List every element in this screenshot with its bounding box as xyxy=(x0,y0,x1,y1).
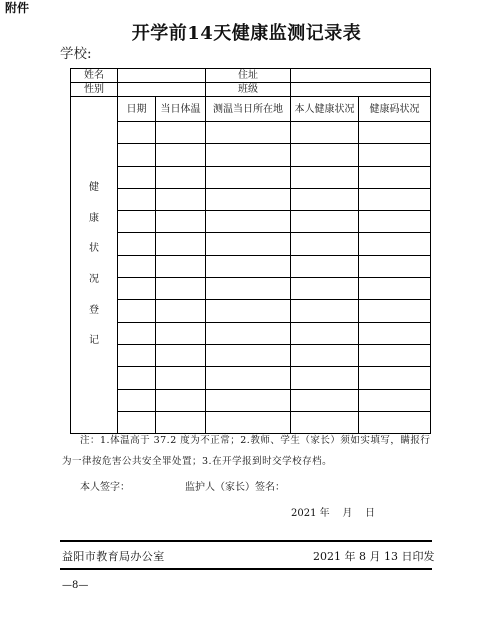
table-cell xyxy=(118,188,156,210)
table-cell xyxy=(206,166,291,188)
table-cell xyxy=(118,255,156,277)
table-cell xyxy=(359,367,431,389)
table-row xyxy=(71,322,431,344)
table-row xyxy=(71,300,431,322)
table-cell xyxy=(206,344,291,366)
issue-date: 2021 年 8 月 13 日印发 xyxy=(313,550,435,563)
column-header-temperature: 当日体温 xyxy=(156,97,206,122)
info-row-name-address xyxy=(71,69,431,83)
table-cell xyxy=(291,144,359,166)
info-row-gender-class xyxy=(71,83,431,97)
table-cell xyxy=(156,278,206,300)
table-cell xyxy=(359,322,431,344)
page-number: —8— xyxy=(62,580,89,591)
table-cell xyxy=(206,233,291,255)
table-cell xyxy=(359,278,431,300)
table-cell xyxy=(156,389,206,411)
table-cell xyxy=(156,188,206,210)
table-row xyxy=(71,367,431,389)
table-cell xyxy=(156,300,206,322)
note-line-2: 为一律按危害公共安全罪处置；3.在开学报到时交学校存档。 xyxy=(62,456,333,467)
table-cell xyxy=(206,278,291,300)
table-cell xyxy=(206,255,291,277)
table-cell xyxy=(359,389,431,411)
table-cell xyxy=(291,322,359,344)
table-cell xyxy=(118,322,156,344)
health-status-side-label: 健康状况登记 xyxy=(89,182,99,347)
table-cell xyxy=(118,367,156,389)
table-cell xyxy=(206,211,291,233)
table-cell xyxy=(118,411,156,433)
table-cell xyxy=(206,188,291,210)
school-label: 学校: xyxy=(60,46,92,62)
gender-label: 性别 xyxy=(71,83,118,97)
table-cell xyxy=(206,411,291,433)
table-cell xyxy=(291,278,359,300)
table-cell xyxy=(291,211,359,233)
table-cell xyxy=(359,300,431,322)
table-cell xyxy=(118,389,156,411)
table-cell xyxy=(156,166,206,188)
table-cell xyxy=(206,367,291,389)
table-cell xyxy=(291,233,359,255)
note-line-1: 注：1.体温高于 37.2 度为不正常；2.教师、学生（家长）须如实填写，瞒报行 xyxy=(80,435,431,446)
footer-divider-top xyxy=(60,540,432,542)
table-cell xyxy=(359,188,431,210)
table-cell xyxy=(359,344,431,366)
self-signature-label: 本人签字： xyxy=(80,482,130,493)
table-cell xyxy=(118,211,156,233)
name-label: 姓名 xyxy=(71,69,118,83)
table-cell xyxy=(118,144,156,166)
document-title: 开学前14天健康监测记录表 xyxy=(131,23,362,44)
table-cell xyxy=(156,233,206,255)
table-cell xyxy=(359,122,431,144)
table-cell xyxy=(156,255,206,277)
class-label: 班级 xyxy=(206,83,291,97)
table-row xyxy=(71,211,431,233)
address-value-cell xyxy=(291,69,431,83)
table-cell xyxy=(291,188,359,210)
table-cell xyxy=(206,389,291,411)
table-row xyxy=(71,255,431,277)
table-row xyxy=(71,411,431,433)
name-value-cell xyxy=(118,69,206,83)
table-cell xyxy=(118,278,156,300)
table-cell xyxy=(359,411,431,433)
guardian-signature-label: 监护人（家长）签名： xyxy=(185,482,285,493)
column-header-date: 日期 xyxy=(118,97,156,122)
gender-value-cell xyxy=(118,83,206,97)
table-cell xyxy=(206,322,291,344)
table-cell xyxy=(156,411,206,433)
table-cell xyxy=(359,255,431,277)
table-cell xyxy=(206,144,291,166)
table-cell xyxy=(291,122,359,144)
table-cell xyxy=(118,344,156,366)
table-cell xyxy=(291,411,359,433)
table-cell xyxy=(156,344,206,366)
table-cell xyxy=(118,233,156,255)
table-cell xyxy=(118,166,156,188)
address-label: 住址 xyxy=(206,69,291,83)
class-value-cell xyxy=(291,83,431,97)
table-row xyxy=(71,233,431,255)
table-row xyxy=(71,389,431,411)
column-header-location: 测温当日所在地 xyxy=(206,97,291,122)
table-cell xyxy=(291,166,359,188)
table-cell xyxy=(291,344,359,366)
table-cell xyxy=(291,389,359,411)
table-cell xyxy=(359,144,431,166)
table-cell xyxy=(156,367,206,389)
table-row xyxy=(71,144,431,166)
table-cell xyxy=(156,211,206,233)
column-header-health-status: 本人健康状况 xyxy=(291,97,359,122)
table-cell xyxy=(156,144,206,166)
table-cell xyxy=(118,122,156,144)
attachment-label: 附件 xyxy=(5,1,30,15)
health-status-side-cell xyxy=(71,97,118,434)
table-cell xyxy=(156,322,206,344)
health-record-table xyxy=(70,68,431,434)
table-row xyxy=(71,344,431,366)
table-cell xyxy=(206,300,291,322)
table-cell xyxy=(359,211,431,233)
column-header-health-code: 健康码状况 xyxy=(359,97,431,122)
table-row xyxy=(71,166,431,188)
footer-divider-bottom xyxy=(60,568,432,570)
column-header-row xyxy=(71,97,431,122)
table-cell xyxy=(291,255,359,277)
issuing-office: 益阳市教育局办公室 xyxy=(62,550,165,563)
table-cell xyxy=(156,122,206,144)
table-cell xyxy=(206,122,291,144)
table-cell xyxy=(359,166,431,188)
table-cell xyxy=(291,300,359,322)
table-cell xyxy=(291,367,359,389)
table-cell xyxy=(118,300,156,322)
table-row xyxy=(71,188,431,210)
table-row xyxy=(71,278,431,300)
date-line: 2021 年 月 日 xyxy=(291,508,376,519)
table-row xyxy=(71,122,431,144)
table-cell xyxy=(359,233,431,255)
